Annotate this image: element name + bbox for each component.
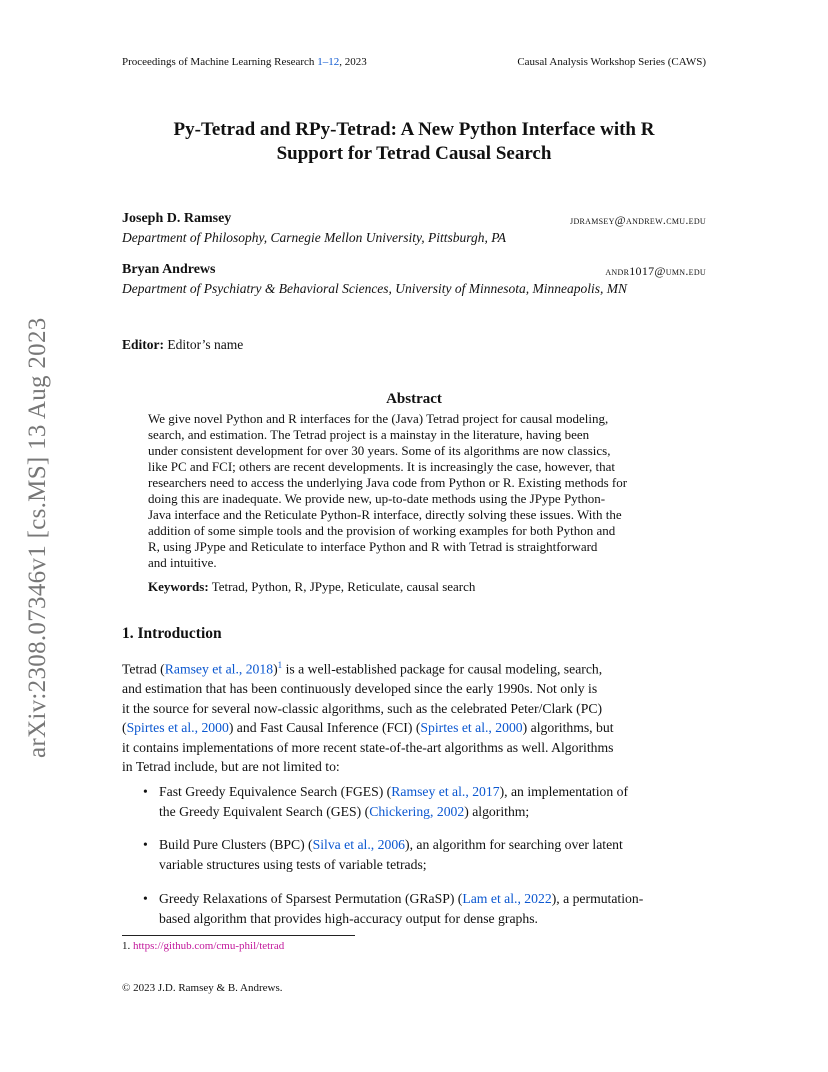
intro-line-3: it the source for several now-classic algorithms, such as the celebrated Peter/Clark (PC) <box>122 700 603 716</box>
abstract-line: addition of some simple tools and the provision of working examples for both Python and <box>148 523 616 538</box>
keywords-line <box>148 579 475 595</box>
author-2-name: Bryan Andrews <box>122 262 216 277</box>
author-2-affiliation: Department of Psychiatry & Behavioral Sciences, University of Minnesota, Minneapolis, MN <box>122 281 628 296</box>
text-span: Tetrad ( <box>122 661 165 677</box>
text-span: Build Pure Clusters (BPC) ( <box>159 837 313 852</box>
title-line-1: Py-Tetrad and RPy-Tetrad: A New Python Interface with R <box>173 119 655 140</box>
list-item-grasp <box>159 889 724 928</box>
text-span: is a well-established package for causal modeling, search, <box>282 661 603 677</box>
footnote-marker-1[interactable]: 1 <box>277 660 283 670</box>
author-1-email: jdramsey@andrew.cmu.edu <box>570 213 706 227</box>
text-span: ), an algorithm for searching over latent <box>405 837 623 852</box>
abstract-line: and intuitive. <box>148 555 217 570</box>
paper-title <box>110 118 718 166</box>
intro-line-5: it contains implementations of more recent state-of-the-art algorithms as well. Algorithms <box>122 739 614 755</box>
abstract-heading: Abstract <box>386 391 442 407</box>
abstract-line: Java interface and the Reticulate Python-R interface, directly solving these issues. With the <box>148 507 622 522</box>
citation-silva-2006[interactable]: Silva et al., 2006 <box>312 837 406 852</box>
editor-line <box>122 337 243 353</box>
list-item-line <box>159 835 714 855</box>
author-2-email: andr1017@umn.edu <box>605 264 706 278</box>
abstract-line: like PC and FCI; others are recent developments. It is increasingly the case, however, that <box>148 459 615 474</box>
list-item-line: variable structures using tests of variable tetrads; <box>159 856 427 872</box>
intro-line-6: in Tetrad include, but are not limited to: <box>122 759 340 775</box>
abstract-line: doing this are inadequate. We provide new, up-to-date methods using the JPype Python- <box>148 491 606 506</box>
footnote-rule <box>122 935 355 936</box>
arxiv-side-stamp: arXiv:2308.07346v1 [cs.MS] 13 Aug 2023 <box>24 317 51 758</box>
abstract-line: We give novel Python and R interfaces for the (Java) Tetrad project for causal modeling, <box>148 411 609 426</box>
abstract-line: under consistent development for over 30 years. Some of its algorithms are now classics, <box>148 443 611 458</box>
copyright-notice: © 2023 J.D. Ramsey & B. Andrews. <box>122 982 283 994</box>
text-span: ), an implementation of <box>499 784 629 799</box>
keywords-value: Tetrad, Python, R, JPype, Reticulate, causal search <box>211 579 476 594</box>
abstract-body <box>148 411 680 571</box>
list-item-line <box>159 802 714 822</box>
running-header-left <box>122 56 367 68</box>
footnote-1 <box>122 940 284 952</box>
title-line-2: Support for Tetrad Causal Search <box>276 143 552 164</box>
keywords-label: Keywords: <box>148 579 209 594</box>
editor-label: Editor: <box>122 337 164 352</box>
author-1-name: Joseph D. Ramsey <box>122 211 232 226</box>
bullet-dot-icon: • <box>143 837 148 852</box>
text-span: ) and Fast Causal Inference (FCI) ( <box>228 720 421 736</box>
list-item-line <box>159 782 714 802</box>
text-span: Greedy Relaxations of Sparsest Permutation (GRaSP) ( <box>159 891 463 906</box>
text-span: ) algorithms, but <box>522 720 614 736</box>
header-proceedings-text: Proceedings of Machine Learning Research <box>122 56 318 68</box>
citation-spirtes-2000-pc[interactable]: Spirtes et al., 2000 <box>126 720 229 736</box>
citation-ramsey-2017[interactable]: Ramsey et al., 2017 <box>391 784 500 799</box>
list-item-bpc <box>159 835 714 874</box>
text-span: the Greedy Equivalent Search (GES) ( <box>159 803 370 819</box>
header-year-text: , 2023 <box>339 56 367 68</box>
editor-value: Editor’s name <box>167 337 244 352</box>
intro-line-2: and estimation that has been continuously developed since the early 1990s. Not only is <box>122 681 598 697</box>
text-span: Fast Greedy Equivalence Search (FGES) ( <box>159 784 392 799</box>
author-1-affiliation: Department of Philosophy, Carnegie Mellon University, Pittsburgh, PA <box>122 230 506 245</box>
intro-line-4 <box>122 718 707 738</box>
intro-line-1 <box>122 656 707 679</box>
text-span: ), a permutation- <box>551 891 644 906</box>
list-item-line <box>159 889 724 909</box>
header-pages-link[interactable]: 1–12 <box>317 56 340 68</box>
abstract-line: R, using JPype and Reticulate to interface Python and R with Tetrad is straightforward <box>148 539 598 554</box>
text-span: ) <box>273 661 278 677</box>
footnote-url-link[interactable]: https://github.com/cmu-phil/tetrad <box>133 940 285 952</box>
citation-spirtes-2000-fci[interactable]: Spirtes et al., 2000 <box>420 720 523 736</box>
bullet-dot-icon: • <box>143 784 148 799</box>
list-item-line: based algorithm that provides high-accuracy output for dense graphs. <box>159 910 538 926</box>
section-heading-introduction: 1. Introduction <box>122 625 222 642</box>
intro-paragraph <box>122 656 707 777</box>
citation-lam-2022[interactable]: Lam et al., 2022 <box>462 891 552 906</box>
abstract-line: search, and estimation. The Tetrad project is a mainstay in the literature, having been <box>148 427 590 442</box>
citation-ramsey-2018[interactable]: Ramsey et al., 2018 <box>164 661 274 677</box>
citation-chickering-2002[interactable]: Chickering, 2002 <box>369 803 465 819</box>
text-span: ) algorithm; <box>464 803 530 819</box>
abstract-line: researchers need to access the underlying Java code from Python or R. Existing methods for <box>148 475 628 490</box>
list-item-fges <box>159 782 714 821</box>
bullet-dot-icon: • <box>143 891 148 906</box>
running-header-right: Causal Analysis Workshop Series (CAWS) <box>517 56 706 68</box>
text-span: ( <box>122 720 127 736</box>
footnote-number: 1. <box>122 940 131 952</box>
